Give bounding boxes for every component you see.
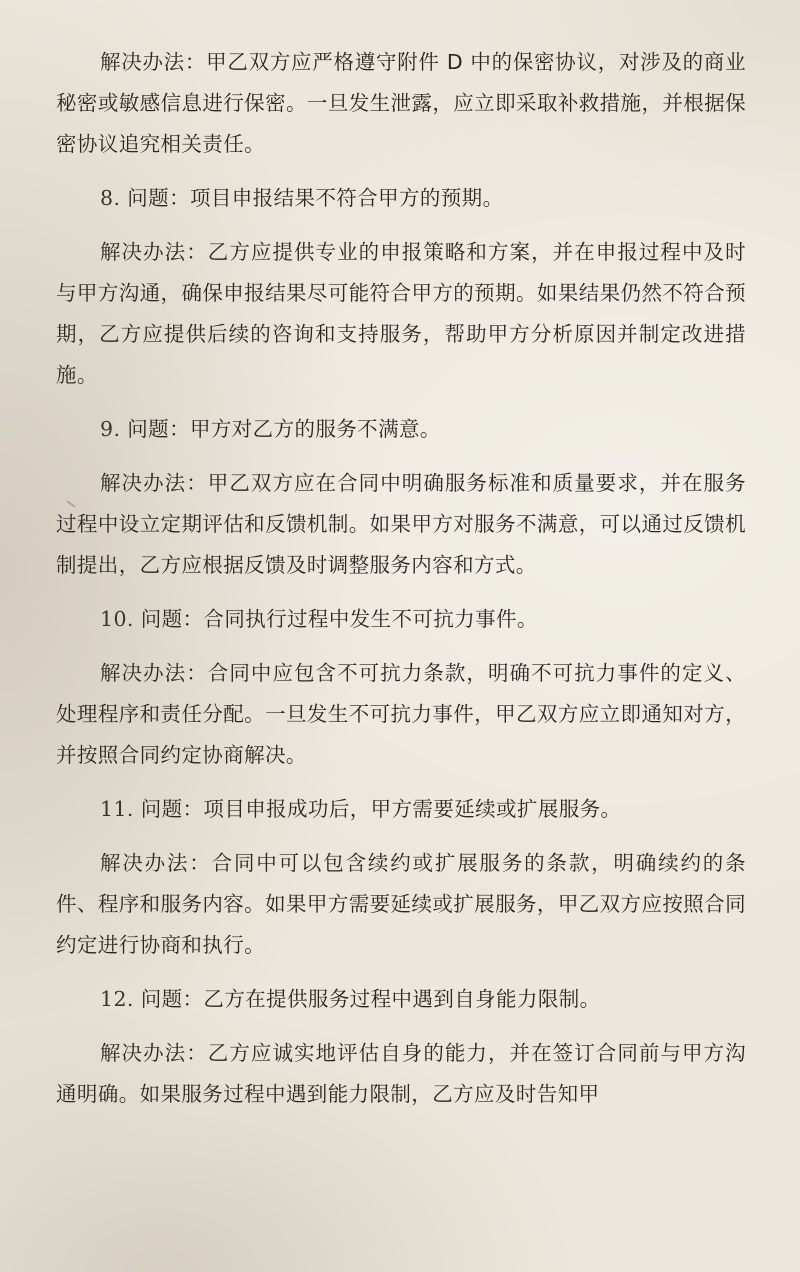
paragraph-text: 解决办法：乙方应提供专业的申报策略和方案，并在申报过程中及时与甲方沟通，确保申报结果尽可能符合甲方的预期。如果结果仍然不符合预期，乙方应提供后续的咨询和支持服务，帮助甲方分析原因并制定改进措施。 bbox=[56, 240, 746, 387]
question-text: 问题：项目申报成功后，甲方需要延续或扩展服务。 bbox=[133, 797, 622, 821]
question-text: 问题：合同执行过程中发生不可抗力事件。 bbox=[133, 607, 538, 631]
paragraph-text: 解决办法：合同中应包含不可抗力条款，明确不可抗力事件的定义、处理程序和责任分配。一旦发生不可抗力事件，甲乙双方应立即通知对方，并按照合同约定协商解决。 bbox=[56, 661, 746, 767]
question-paragraph bbox=[56, 789, 746, 830]
question-number: 11. bbox=[100, 797, 134, 821]
question-number: 9. bbox=[100, 417, 121, 441]
document-page bbox=[56, 42, 746, 1115]
question-number: 12. bbox=[100, 987, 134, 1011]
answer-paragraph bbox=[56, 232, 746, 396]
answer-paragraph bbox=[56, 843, 746, 966]
paragraph-text: 解决办法：合同中可以包含续约或扩展服务的条款，明确续约的条件、程序和服务内容。如果甲方需要延续或扩展服务，甲乙双方应按照合同约定进行协商和执行。 bbox=[56, 851, 746, 957]
question-paragraph bbox=[56, 599, 746, 640]
question-text: 问题：甲方对乙方的服务不满意。 bbox=[120, 417, 441, 441]
paragraph-text: 解决办法：甲乙双方应严格遵守附件 D 中的保密协议，对涉及的商业秘密或敏感信息进行保密。一旦发生泄露，应立即采取补救措施，并根据保密协议追究相关责任。 bbox=[56, 50, 746, 156]
answer-paragraph bbox=[56, 42, 746, 165]
answer-paragraph bbox=[56, 1033, 746, 1115]
question-text: 问题：项目申报结果不符合甲方的预期。 bbox=[120, 186, 504, 210]
question-number: 10. bbox=[100, 607, 134, 631]
question-text: 问题：乙方在提供服务过程中遇到自身能力限制。 bbox=[133, 987, 601, 1011]
question-paragraph bbox=[56, 178, 746, 219]
question-number: 8. bbox=[100, 186, 121, 210]
paragraph-text: 解决办法：甲乙双方应在合同中明确服务标准和质量要求，并在服务过程中设立定期评估和反馈机制。如果甲方对服务不满意，可以通过反馈机制提出，乙方应根据反馈及时调整服务内容和方式。 bbox=[56, 471, 746, 577]
answer-paragraph bbox=[56, 653, 746, 776]
answer-paragraph bbox=[56, 463, 746, 586]
question-paragraph bbox=[56, 409, 746, 450]
paragraph-text: 解决办法：乙方应诚实地评估自身的能力，并在签订合同前与甲方沟通明确。如果服务过程中遇到能力限制，乙方应及时告知甲 bbox=[56, 1041, 746, 1106]
question-paragraph bbox=[56, 979, 746, 1020]
